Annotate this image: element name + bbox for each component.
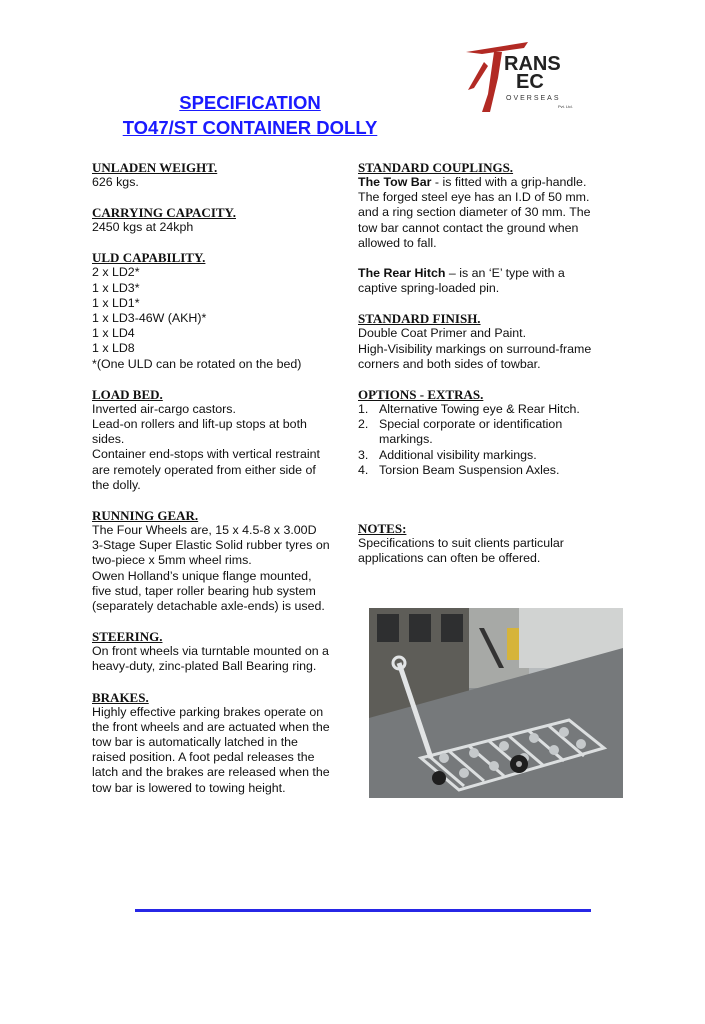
right-column <box>358 160 613 581</box>
brakes-line: Highly effective parking brakes operate on <box>92 704 324 719</box>
option-text: Additional visibility markings. <box>379 447 537 462</box>
steering-line: heavy-duty, zinc-plated Ball Bearing ring. <box>92 659 317 674</box>
heading-steering: STEERING. <box>92 629 163 645</box>
left-column <box>92 160 347 811</box>
logo-text-rans: RANS <box>504 53 561 75</box>
finish-line: corners and both sides of towbar. <box>358 356 541 371</box>
option-number: 2. <box>358 417 369 432</box>
load-bed-line: Lead-on rollers and lift-up stops at both <box>92 417 307 432</box>
brakes-line: the front wheels and are actuated when the <box>92 719 330 734</box>
uld-item: 1 x LD1* <box>92 295 140 310</box>
logo-text-overseas: OVERSEAS <box>506 95 561 102</box>
heading-brakes: BRAKES. <box>92 689 149 705</box>
rear-hitch-label: The Rear Hitch <box>358 266 446 281</box>
tow-bar-first-line <box>358 175 613 190</box>
logo-text-ec: EC <box>516 71 544 93</box>
title-line-2: TO47/ST CONTAINER DOLLY <box>122 117 378 138</box>
logo-text-pvt: Pvt. Ltd. <box>558 104 573 109</box>
load-bed-line: Container end-stops with vertical restraint <box>92 447 320 462</box>
running-gear-line: The Four Wheels are, 15 x 4.5-8 x 3.00D <box>92 523 317 538</box>
rear-hitch-line: captive spring-loaded pin. <box>358 281 500 296</box>
finish-line: High-Visibility markings on surround-frame <box>358 341 592 356</box>
option-text: Alternative Towing eye & Rear Hitch. <box>379 402 580 417</box>
footer-rule <box>135 909 591 912</box>
section-steering <box>92 629 347 674</box>
section-options-extras <box>358 387 613 478</box>
container-dolly-photo <box>369 608 623 798</box>
option-item <box>358 448 613 463</box>
option-text: Torsion Beam Suspension Axles. <box>379 462 560 477</box>
option-item <box>358 417 613 447</box>
uld-note: *(One ULD can be rotated on the bed) <box>92 356 302 371</box>
load-bed-line: sides. <box>92 432 125 447</box>
load-bed-line: are remotely operated from either side of <box>92 462 316 477</box>
tow-bar-first-text: - is fitted with a grip-handle. <box>431 175 587 189</box>
option-text: markings. <box>379 432 433 447</box>
company-logo <box>458 38 598 114</box>
spacer <box>358 251 613 266</box>
heading-running-gear: RUNNING GEAR. <box>92 508 199 524</box>
option-text: Special corporate or identification <box>379 417 563 432</box>
rear-hitch-first-line <box>358 266 613 281</box>
uld-item: 1 x LD3-46W (AKH)* <box>92 311 207 326</box>
heading-options-extras: OPTIONS - EXTRAS. <box>358 387 484 403</box>
uld-item: 1 x LD3* <box>92 280 140 295</box>
steering-line: On front wheels via turntable mounted on a <box>92 644 329 659</box>
section-standard-finish <box>358 311 613 372</box>
running-gear-line: five stud, taper roller bearing hub system <box>92 583 316 598</box>
notes-line: applications can often be offered. <box>358 551 541 566</box>
brakes-line: tow bar is lowered to towing height. <box>92 780 286 795</box>
finish-line: Double Coat Primer and Paint. <box>358 326 527 341</box>
running-gear-line: Owen Holland’s unique flange mounted, <box>92 568 312 583</box>
load-bed-line: Inverted air-cargo castors. <box>92 401 236 416</box>
brakes-line: raised position. A foot pedal releases the <box>92 750 315 765</box>
section-brakes <box>92 690 347 796</box>
unladen-weight-value: 626 kgs. <box>92 175 139 189</box>
tow-bar-line: allowed to fall. <box>358 235 437 250</box>
section-uld-capability <box>92 250 347 371</box>
notes-line: Specifications to suit clients particular <box>358 536 564 551</box>
options-list <box>358 402 613 478</box>
heading-carrying-capacity: CARRYING CAPACITY. <box>92 205 236 221</box>
tow-bar-line: tow bar cannot contact the ground when <box>358 220 579 235</box>
option-number: 1. <box>358 402 369 417</box>
heading-load-bed: LOAD BED. <box>92 386 163 402</box>
option-item <box>358 402 613 417</box>
section-unladen-weight <box>92 160 347 190</box>
uld-item: 1 x LD4 <box>92 326 135 341</box>
section-standard-couplings <box>358 160 613 296</box>
heading-standard-couplings: STANDARD COUPLINGS. <box>358 160 514 175</box>
section-carrying-capacity <box>92 205 347 235</box>
running-gear-line: two-piece x 5mm wheel rims. <box>92 553 252 568</box>
uld-item: 1 x LD8 <box>92 341 135 356</box>
option-number: 3. <box>358 447 369 462</box>
rear-hitch-first-text: – is an ‘E’ type with a <box>445 266 565 281</box>
section-running-gear <box>92 508 347 614</box>
title-line-1: SPECIFICATION <box>179 92 321 113</box>
option-number: 4. <box>358 462 369 477</box>
section-load-bed <box>92 387 347 493</box>
heading-uld-capability: ULD CAPABILITY. <box>92 250 206 266</box>
brakes-line: tow bar is automatically latched in the <box>92 735 298 750</box>
tow-bar-line: and a ring section diameter of 30 mm. The <box>358 205 591 220</box>
tow-bar-label: The Tow Bar <box>358 175 432 189</box>
uld-item: 2 x LD2* <box>92 265 140 280</box>
brakes-line: latch and the brakes are released when the <box>92 765 330 780</box>
option-item <box>358 463 613 478</box>
section-notes <box>358 521 613 566</box>
heading-standard-finish: STANDARD FINISH. <box>358 311 481 327</box>
tow-bar-line: The forged steel eye has an I.D of 50 mm. <box>358 190 590 205</box>
logo-swoosh-left <box>468 62 488 90</box>
carrying-capacity-value: 2450 kgs at 24kph <box>92 220 194 235</box>
heading-unladen-weight: UNLADEN WEIGHT. <box>92 160 218 175</box>
load-bed-line: the dolly. <box>92 477 141 492</box>
document-title <box>60 90 440 140</box>
running-gear-line: (separately detachable axle-ends) is used. <box>92 599 325 614</box>
heading-notes: NOTES: <box>358 521 407 537</box>
running-gear-line: 3-Stage Super Elastic Solid rubber tyres on <box>92 538 330 553</box>
logo-t-stem <box>482 52 502 112</box>
